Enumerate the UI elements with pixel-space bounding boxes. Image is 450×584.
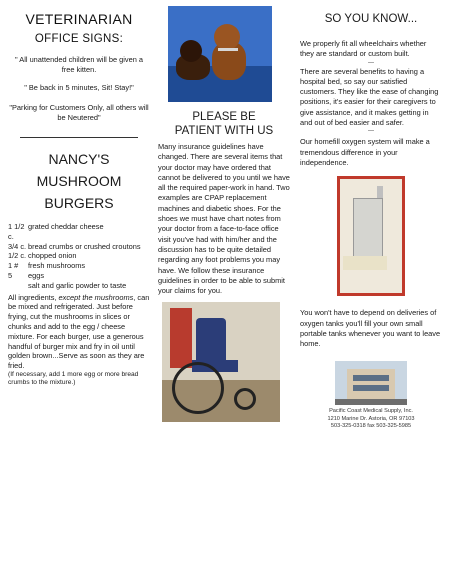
knowledge-paragraph-2: There are several benefits to having a hospital bed, so say our satisfied customers. They like the ease of changing positions, it's easier for their caregivers to give assistance, and it makes getting in and out of bed easier and safer. [300, 66, 439, 128]
middle-column [158, 6, 290, 422]
storefront-photo [335, 361, 407, 405]
insurance-title-line1: PLEASE BE [192, 111, 256, 123]
ingredient-row [8, 222, 150, 242]
knowledge-paragraph-1: We properly fit all wheelchairs whether they are standard or custom built. [300, 39, 427, 59]
sign-quote-1: " All unattended children will be given a free kitten. [15, 55, 143, 74]
sign-quote-3: "Parking for Customers Only, all others will be Neutered" [9, 103, 149, 122]
dachshunds-photo [168, 6, 272, 102]
knowledge-separator: --- [368, 59, 374, 66]
ingredient-list [8, 222, 150, 291]
ingredient-item: salt and garlic powder to taste [28, 280, 127, 290]
address-line: Pacific Coast Medical Supply, Inc. [329, 408, 413, 415]
section-divider [20, 137, 138, 138]
directions-emphasis: except the mushrooms [58, 292, 134, 302]
ingredient-qty: 1/2 c. [8, 251, 27, 261]
address-line: 1210 Marine Dr. Astoria, OR 97103 [327, 415, 415, 422]
ingredient-row [8, 242, 150, 252]
ingredient-row [8, 251, 150, 261]
sign-quote-2: " Be back in 5 minutes, Sit! Stay!" [24, 83, 134, 92]
ingredient-row [8, 261, 150, 271]
knowledge-paragraph-3: Our homefill oxygen system will make a tremendous difference in your independence. [300, 137, 430, 167]
ingredient-qty: 1 # [8, 261, 19, 271]
ingredient-item: bread crumbs or crushed croutons [28, 241, 141, 251]
ingredient-row [8, 271, 150, 281]
address-line: 503-325-0318 fax 503-325-5985 [330, 423, 412, 430]
signs-title-line1: VETERINARIAN [25, 11, 133, 27]
knowledge-title: SO YOU KNOW... [324, 13, 418, 25]
insurance-title-line2: PATIENT WITH US [174, 125, 274, 137]
knowledge-separator: --- [368, 128, 374, 135]
ingredient-item: fresh mushrooms [28, 261, 86, 271]
oxygen-equipment-photo [337, 176, 405, 296]
left-column [8, 6, 150, 388]
directions-lead: All ingredients, [8, 292, 59, 302]
directions-rest: , can be mixed and refrigerated. Just before frying, cut the mushrooms in slices or chunks and add to the egg / cheese mixture. For each burger, use a generous handful of burger mix and fry in oil until golden brown...Serve as soon as they are fried. [8, 292, 150, 371]
recipe-note: (If necessary, add 1 more egg or more bread crumbs to the mixture.) [8, 370, 139, 387]
ingredient-qty [8, 281, 28, 291]
ingredient-item: chopped onion [28, 251, 77, 261]
recipe-title-line2: MUSHROOM [36, 173, 122, 189]
ingredient-qty: 5 [8, 270, 13, 280]
ingredient-row [8, 281, 150, 291]
ingredient-item: grated cheddar cheese [28, 222, 104, 231]
recipe-title-line3: BURGERS [44, 195, 114, 211]
recipe-directions [8, 293, 150, 371]
recipe-title-line1: NANCY'S [48, 151, 110, 167]
wheelchair-photo [162, 302, 280, 422]
knowledge-paragraph-4: You won't have to depend on deliveries of oxygen tanks you'll fill your own small portable tanks whenever you want to leave home. [300, 308, 441, 349]
ingredient-item: eggs [28, 270, 45, 280]
insurance-body: Many insurance guidelines have changed. There are several items that your doctor may have ordered that cannot be delivered to you until we have all the required paper-work in hand. Two examples are CPAP replacement machines and diabetic shoes. For the shoes we must have chart notes from your doctor from a face-to-face office visit you've had with him/her and the discussion has to be quite detailed regarding any foot problems you may have. We follow these insurance guidelines in order to be able to submit your claims for you. [158, 142, 290, 296]
signs-title-line2: OFFICE SIGNS: [34, 33, 124, 45]
ingredient-qty: 1 1/2 c. [8, 222, 25, 241]
business-address [300, 408, 442, 430]
right-column [300, 6, 442, 431]
ingredient-qty: 3/4 c. [8, 241, 27, 251]
